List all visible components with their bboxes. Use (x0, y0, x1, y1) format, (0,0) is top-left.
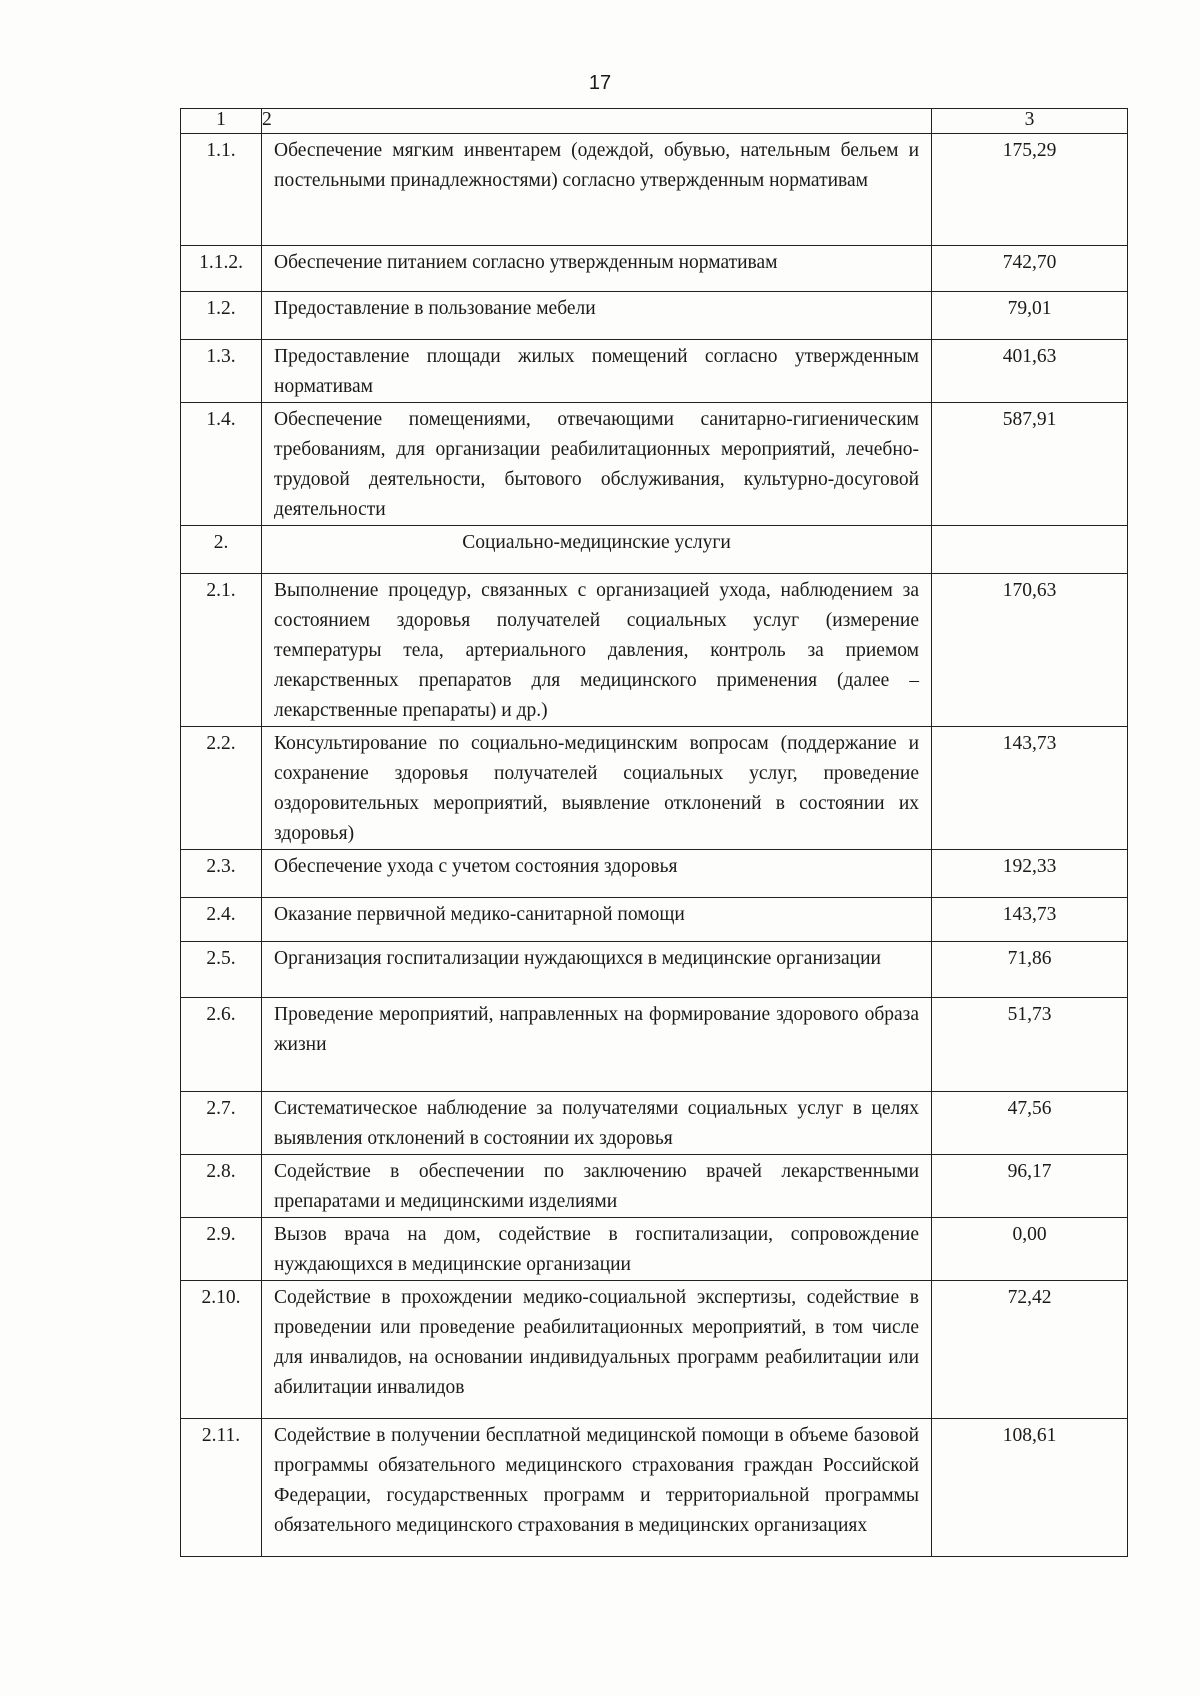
row-number: 2.10. (181, 1281, 262, 1419)
row-number: 1.2. (181, 292, 262, 340)
row-number: 2.1. (181, 574, 262, 727)
row-description: Вызов врача на дом, содействие в госпитализации, сопровождение нуждающихся в медицинские организации (262, 1218, 932, 1281)
row-description: Выполнение процедур, связанных с организацией ухода, наблюдением за состоянием здоровья получателей социальных услуг (измерение температуры тела, артериального давления, контроль за приемом лекарственных препаратов для медицинского применения (далее – лекарственные препараты) и др.) (262, 574, 932, 727)
row-number: 2.11. (181, 1419, 262, 1557)
row-description: Консультирование по социально-медицинским вопросам (поддержание и сохранение здоровья получателей социальных услуг, проведение оздоровительных мероприятий, выявление отклонений в состоянии их здоровья) (262, 727, 932, 850)
row-description: Обеспечение помещениями, отвечающими санитарно-гигиеническим требованиям, для организации реабилитационных мероприятий, лечебно-трудовой деятельности, бытового обслуживания, культурно-досуговой деятельности (262, 403, 932, 526)
row-description: Проведение мероприятий, направленных на формирование здорового образа жизни (262, 998, 932, 1092)
services-table (180, 108, 1128, 1557)
table-row (181, 403, 1128, 526)
table-row (181, 574, 1128, 727)
row-description: Содействие в прохождении медико-социальной экспертизы, содействие в проведении или проведение реабилитационных мероприятий, в том числе для инвалидов, на основании индивидуальных программ реабилитации или абилитации инвалидов (262, 1281, 932, 1419)
row-value: 742,70 (932, 246, 1128, 292)
table-row (181, 134, 1128, 246)
row-value: 143,73 (932, 898, 1128, 942)
row-number: 2.4. (181, 898, 262, 942)
table-row (181, 850, 1128, 898)
row-number: 2.2. (181, 727, 262, 850)
row-description: Организация госпитализации нуждающихся в медицинские организации (262, 942, 932, 998)
row-description: Предоставление в пользование мебели (262, 292, 932, 340)
row-description: Систематическое наблюдение за получателями социальных услуг в целях выявления отклонений в состоянии их здоровья (262, 1092, 932, 1155)
table-row (181, 1281, 1128, 1419)
row-value: 170,63 (932, 574, 1128, 727)
row-number: 2.3. (181, 850, 262, 898)
table-row (181, 526, 1128, 574)
row-number: 2.9. (181, 1218, 262, 1281)
row-value: 587,91 (932, 403, 1128, 526)
header-col-1: 1 (181, 109, 262, 134)
row-value: 51,73 (932, 998, 1128, 1092)
table-row (181, 340, 1128, 403)
row-number: 2.7. (181, 1092, 262, 1155)
row-description: Содействие в получении бесплатной медицинской помощи в объеме базовой программы обязательного медицинского страхования граждан Российской Федерации, государственных программ и территориальной программы обязательного медицинского страхования в медицинских организациях (262, 1419, 932, 1557)
row-value: 47,56 (932, 1092, 1128, 1155)
table-header-row (181, 109, 1128, 134)
row-number: 1.4. (181, 403, 262, 526)
row-value: 72,42 (932, 1281, 1128, 1419)
row-description: Содействие в обеспечении по заключению врачей лекарственными препаратами и медицинскими изделиями (262, 1155, 932, 1218)
row-description: Предоставление площади жилых помещений согласно утвержденным нормативам (262, 340, 932, 403)
row-number: 2.8. (181, 1155, 262, 1218)
row-number: 1.1.2. (181, 246, 262, 292)
row-value: 192,33 (932, 850, 1128, 898)
table-row (181, 1218, 1128, 1281)
row-value: 96,17 (932, 1155, 1128, 1218)
row-number: 2.5. (181, 942, 262, 998)
row-value: 79,01 (932, 292, 1128, 340)
row-value: 175,29 (932, 134, 1128, 246)
row-description: Оказание первичной медико-санитарной помощи (262, 898, 932, 942)
row-number: 2.6. (181, 998, 262, 1092)
row-number: 2. (181, 526, 262, 574)
header-col-3: 3 (932, 109, 1128, 134)
row-description: Социально-медицинские услуги (262, 526, 932, 574)
services-table-body (181, 109, 1128, 1557)
row-description: Обеспечение ухода с учетом состояния здоровья (262, 850, 932, 898)
row-description: Обеспечение питанием согласно утвержденным нормативам (262, 246, 932, 292)
row-value (932, 526, 1128, 574)
row-value: 143,73 (932, 727, 1128, 850)
table-row (181, 898, 1128, 942)
table-row (181, 727, 1128, 850)
row-value: 71,86 (932, 942, 1128, 998)
row-number: 1.1. (181, 134, 262, 246)
table-row (181, 942, 1128, 998)
page-number: 17 (588, 72, 612, 94)
header-col-2: 2 (262, 109, 932, 134)
row-value: 108,61 (932, 1419, 1128, 1557)
table-row (181, 1419, 1128, 1557)
table-row (181, 1155, 1128, 1218)
table-row (181, 998, 1128, 1092)
row-description: Обеспечение мягким инвентарем (одеждой, обувью, нательным бельем и постельными принадлежностями) согласно утвержденным нормативам (262, 134, 932, 246)
row-value: 0,00 (932, 1218, 1128, 1281)
row-number: 1.3. (181, 340, 262, 403)
table-row (181, 246, 1128, 292)
row-value: 401,63 (932, 340, 1128, 403)
table-row (181, 1092, 1128, 1155)
table-row (181, 292, 1128, 340)
